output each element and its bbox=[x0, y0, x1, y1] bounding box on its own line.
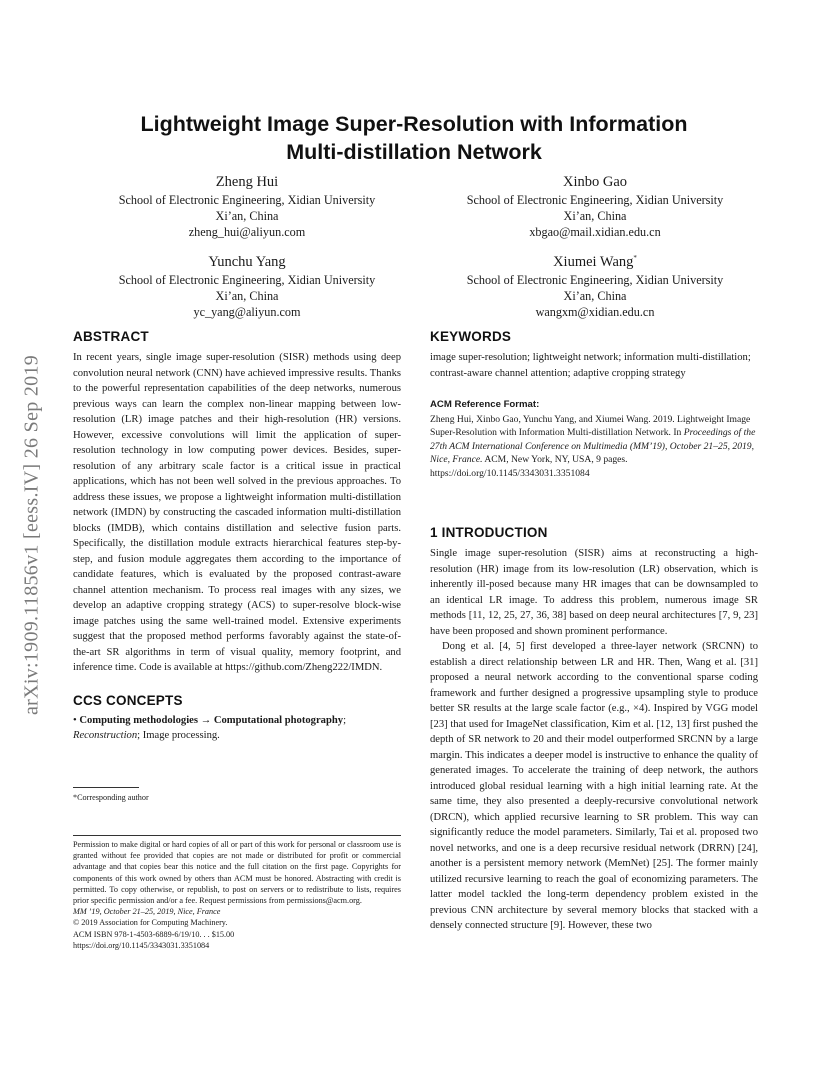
author-location: Xi’an, China bbox=[563, 289, 627, 303]
right-column bbox=[430, 328, 758, 480]
acm-reference-heading: ACM Reference Format: bbox=[430, 399, 540, 410]
author-name: Zheng Hui bbox=[215, 174, 279, 190]
footnote: *Corresponding author bbox=[73, 793, 149, 802]
permission-venue: MM ’19, October 21–25, 2019, Nice, France bbox=[73, 907, 221, 917]
author-email: xbgao@mail.xidian.edu.cn bbox=[529, 225, 661, 239]
author-name bbox=[430, 252, 760, 272]
acm-reference-part1: Zheng Hui, Xinbo Gao, Yunchu Yang, and Xiumei Wang. 2019. Lightweight Image Super-Resolution with Information Multi-distillation Network. In bbox=[430, 413, 751, 438]
ccs-rest: ; Image processing. bbox=[137, 730, 220, 741]
ccs-semicolon: ; bbox=[343, 714, 347, 726]
left-column bbox=[73, 328, 401, 744]
author-email: wangxm@xidian.edu.cn bbox=[535, 305, 655, 319]
paper-title bbox=[0, 110, 828, 166]
author-email: zheng_hui@aliyun.com bbox=[188, 225, 306, 239]
author-block bbox=[82, 252, 412, 320]
acm-reference bbox=[430, 398, 758, 480]
introduction-heading: 1 INTRODUCTION bbox=[430, 525, 548, 540]
author-affiliation: School of Electronic Engineering, Xidian University bbox=[118, 273, 376, 287]
title-line-2: Multi-distillation Network bbox=[286, 140, 542, 164]
keywords-text: image super-resolution; lightweight network; information multi-distillation; contrast-aware channel attention; adaptive cropping strategy bbox=[430, 352, 751, 379]
corresponding-mark: * bbox=[633, 254, 637, 263]
author-name-text: Xiumei Wang bbox=[553, 254, 634, 270]
permission-doi: https://doi.org/10.1145/3343031.3351084 bbox=[73, 940, 210, 950]
ccs-heading: CCS CONCEPTS bbox=[73, 692, 183, 708]
title-line-1: Lightweight Image Super-Resolution with Information bbox=[140, 112, 688, 136]
abstract-text: In recent years, single image super-resolution (SISR) methods using deep convolution neural network (CNN) have achieved impressive results. Thanks to the powerful representation capabilities of the deep networks, numerous previous ways can learn the complex non-linear mapping between low-resolution (LR) image patches and their high-resolution (HR) versions. However, excessive convolutions will limit the application of super-resolution technology in low computing power devices. Besides, super-resolution of any arbitrary scale factor is a critical issue in practical applications, which has not been well solved in the previous approaches. To address these issues, we propose a lightweight information multi-distillation network (IMDN) by constructing the cascaded information multi-distillation blocks (IMDB), which contains distillation and selective fusion parts. Specifically, the distillation module extracts hierarchical features step-by-step, and fusion module aggregates them according to the importance of candidate features, which is evaluated by the proposed contrast-aware channel attention mechanism. To process real images with any sizes, we develop an adaptive cropping strategy (ACS) to super-resolve block-wise image patches using the same well-trained model. Extensive experiments suggest that the proposed method performs favorably against the state-of-the-art SR algorithms in term of visual quality, memory footprint, and inference time. Code is available at https://github.com/Zheng222/IMDN. bbox=[73, 352, 401, 673]
footnote-rule bbox=[73, 787, 139, 788]
ccs-reconstruction: Reconstruction bbox=[73, 730, 138, 741]
author-affiliation: School of Electronic Engineering, Xidian University bbox=[466, 193, 724, 207]
permission-isbn: ACM ISBN 978-1-4503-6889-6/19/10. . . $15.00 bbox=[73, 929, 235, 939]
acm-reference-proceedings: Proceedings of the 27th ACM International Conference on Multimedia (MM’19), October 21–25, 2019, Nice, France. bbox=[430, 427, 756, 465]
ccs-bullet: • bbox=[73, 714, 80, 726]
permission-text: Permission to make digital or hard copies of all or part of this work for personal or classroom use is granted without fee provided that copies are not made or distributed for profit or commercial advantage and that copies bear this notice and the full citation on the first page. Copyrights for components of this work owned by others than ACM must be honored. Abstracting with credit is permitted. To copy otherwise, or republish, to post on servers or to redistribute to lists, requires prior specific permission and/or a fee. Request permissions from permissions@acm.org. bbox=[73, 840, 401, 906]
author-affiliation: School of Electronic Engineering, Xidian University bbox=[118, 193, 376, 207]
ccs-text bbox=[73, 713, 401, 744]
introduction-paragraph: Single image super-resolution (SISR) aims at reconstructing a high-resolution (HR) image from its low-resolution (LR) observation, which is inherently ill-posed because many HR images that can be downsampled to an identical LR image. To address this problem, numerous image SR methods [11, 12, 25, 27, 36, 38] based on deep neural architectures [7, 9, 23] have been proposed and shown prominent performance. bbox=[430, 548, 758, 637]
author-name: Yunchu Yang bbox=[208, 254, 286, 270]
author-email: yc_yang@aliyun.com bbox=[193, 305, 301, 319]
arxiv-stamp-text: arXiv:1909.11856v1 [eess.IV] 26 Sep 2019 bbox=[20, 354, 43, 716]
permission-copyright: © 2019 Association for Computing Machinery. bbox=[73, 918, 228, 928]
author-location: Xi’an, China bbox=[215, 209, 279, 223]
author-affiliation: School of Electronic Engineering, Xidian University bbox=[466, 273, 724, 287]
author-block bbox=[82, 172, 412, 240]
permission-block bbox=[73, 839, 401, 951]
author-block bbox=[430, 172, 760, 240]
author-name: Xinbo Gao bbox=[562, 174, 628, 190]
acm-reference-part2: ACM, New York, NY, USA, 9 pages. https://doi.org/10.1145/3343031.3351084 bbox=[430, 454, 628, 479]
introduction-paragraph: Dong et al. [4, 5] first developed a three-layer network (SRCNN) to establish a direct relationship between LR and HR. Then, Wang et al. [31] proposed a neural network according to the conventional sparse coding framework and further designed a progressive upsampling style to produce better SR results at the large scale factor (e.g., ×4). Inspired by VGG model [23] that used for ImageNet classification, Kim et al. [12, 13] first pushed the depth of SR network to 20 and their model outperformed SRCNN by a large margin. This indicates a deeper model is instructive to enhance the quality of generated images. To accelerate the training of deep network, the authors introduced global residual learning with a high initial learning rate. At the same time, they also presented a deeply-recursive convolutional network (DRCN), which applied recursive learning to SR problem. This way can significantly reduce the model parameters. Similarly, Tai et al. proposed two novel networks, and one is a deep recursive residual network (DRRN) [24], another is a persistent memory network (MemNet) [25]. The former mainly utilized recursive learning to reach the goal of economizing parameters. The latter model tackled the long-term dependency problem existed in the previous CNN architecture by several memory blocks that stacked with a densely connected structure [9]. However, these two bbox=[430, 641, 758, 931]
author-location: Xi’an, China bbox=[215, 289, 279, 303]
acm-reference-text bbox=[430, 413, 758, 481]
ccs-concept: Computing methodologies → Computational photography bbox=[79, 714, 344, 726]
arxiv-stamp bbox=[20, 290, 44, 780]
introduction-section bbox=[430, 524, 758, 934]
author-location: Xi’an, China bbox=[563, 209, 627, 223]
permission-rule bbox=[73, 835, 401, 836]
keywords-heading: KEYWORDS bbox=[430, 329, 512, 344]
abstract-heading: ABSTRACT bbox=[73, 329, 149, 344]
author-block bbox=[430, 252, 760, 320]
